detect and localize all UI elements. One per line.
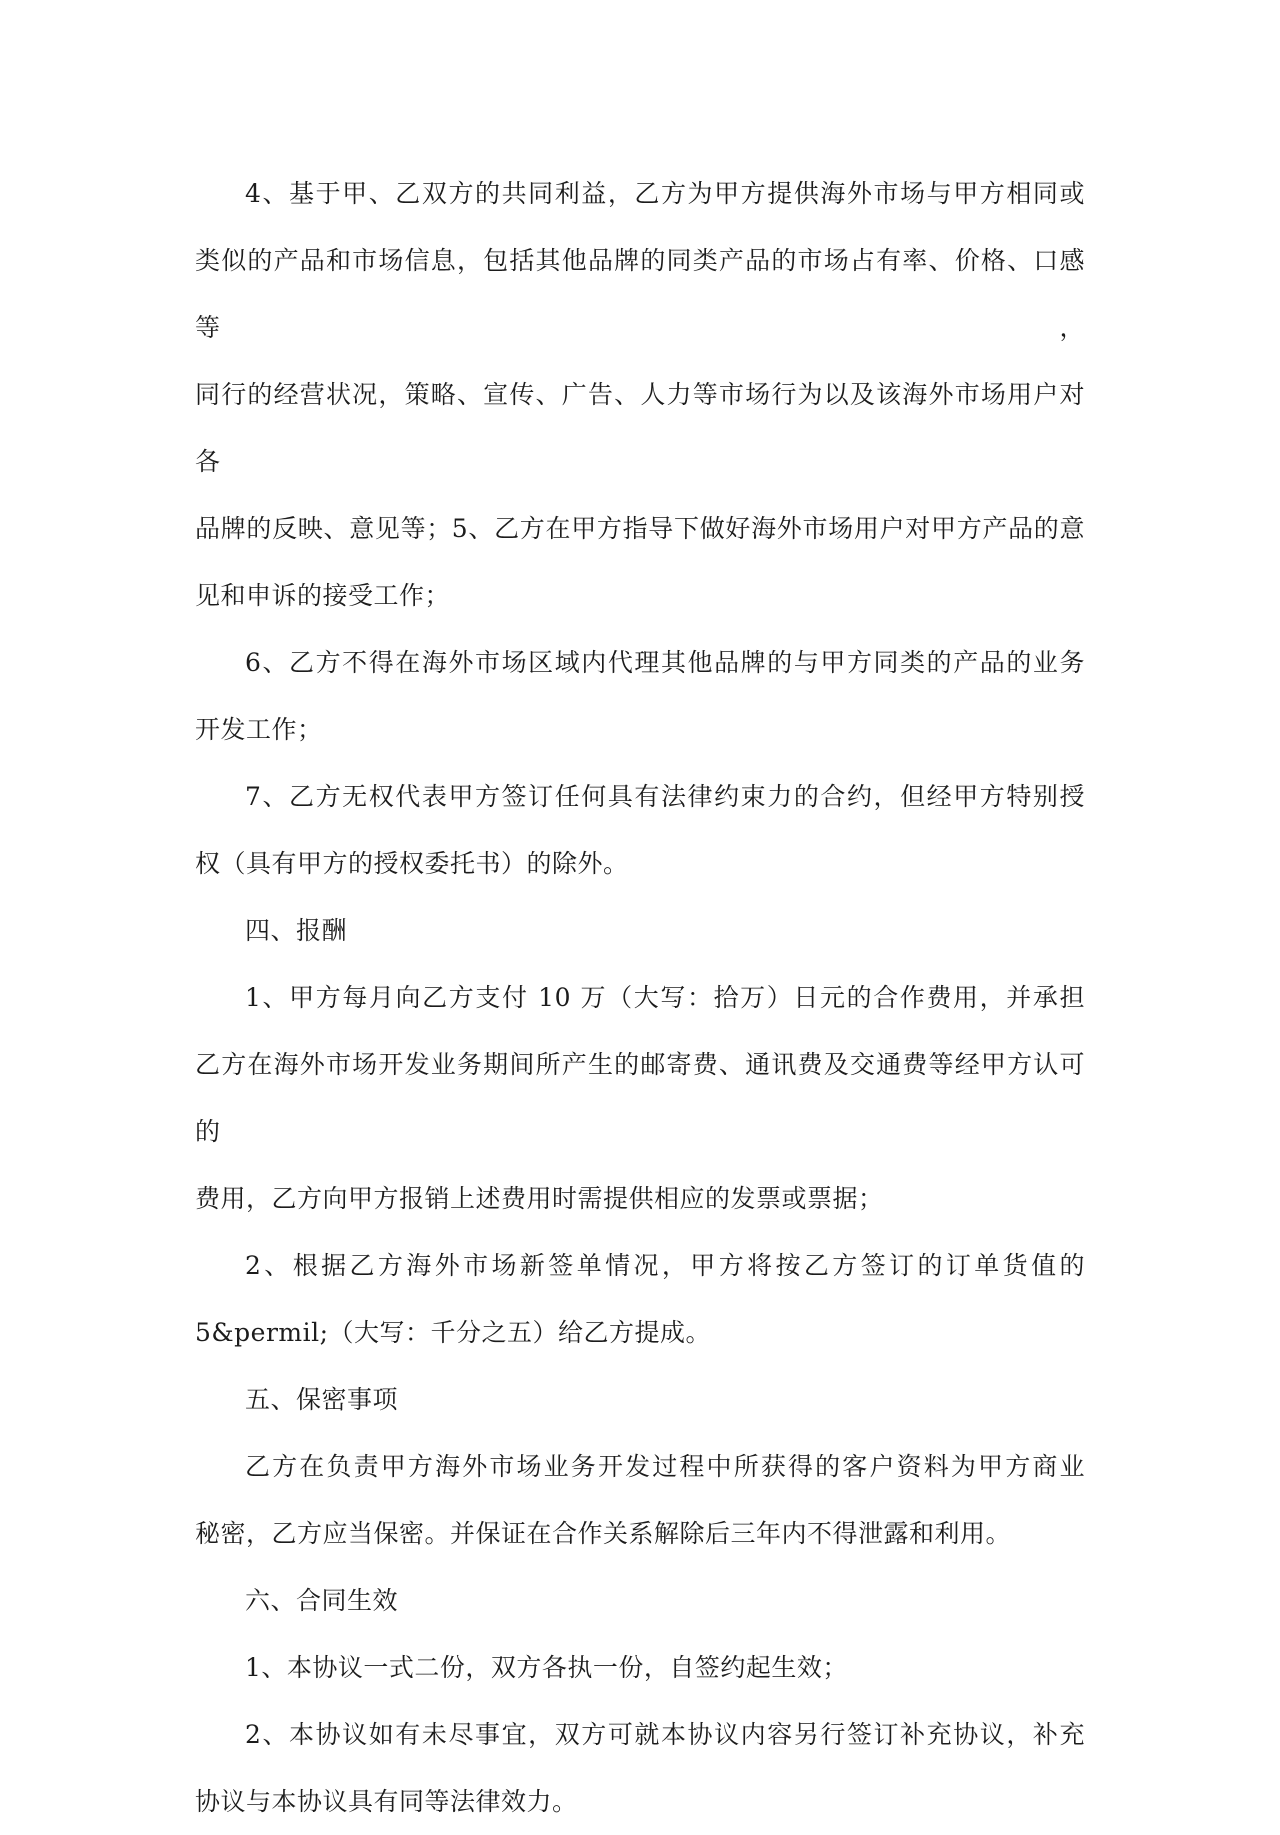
clause-paragraph [195,763,1085,897]
document-body [195,160,1085,1835]
section-heading-confidentiality [195,1366,1085,1433]
text-line: 费用，乙方向甲方报销上述费用时需提供相应的发票或票据； [195,1184,884,1213]
text-line: 权（具有甲方的授权委托书）的除外。 [195,849,629,878]
text-line: 乙方在海外市场开发业务期间所产生的邮寄费、通讯费及交通费等经甲方认可的 [195,1050,1085,1146]
text-line: 品牌的反映、意见等；5、乙方在甲方指导下做好海外市场用户对甲方产品的意 [195,514,1085,543]
text-line: 协议与本协议具有同等法律效力。 [195,1787,578,1816]
text-line: 1、本协议一式二份，双方各执一份，自签约起生效； [245,1653,848,1682]
text-line: 开发工作； [195,715,323,744]
text-line: 秘密，乙方应当保密。并保证在合作关系解除后三年内不得泄露和利用。 [195,1519,1012,1548]
text-line: 2、根据乙方海外市场新签单情况，甲方将按乙方签订的订单货值的 [245,1251,1085,1280]
heading-text: 六、合同生效 [245,1586,399,1615]
clause-paragraph [195,1433,1085,1567]
text-line: 6、乙方不得在海外市场区域内代理其他品牌的与甲方同类的产品的业务 [245,648,1085,677]
text-line: 同行的经营状况，策略、宣传、广告、人力等市场行为以及该海外市场用户对各 [195,380,1085,476]
section-heading-remuneration [195,897,1085,964]
text-line: 7、乙方无权代表甲方签订任何具有法律约束力的合约，但经甲方特别授 [245,782,1085,811]
clause-paragraph [195,1634,1085,1701]
text-line: 1、甲方每月向乙方支付 10 万（大写：拾万）日元的合作费用，并承担 [245,983,1085,1012]
text-line: 见和申诉的接受工作； [195,581,451,610]
text-line: 5&permil;（大写：千分之五）给乙方提成。 [195,1318,712,1347]
section-heading-effectiveness [195,1567,1085,1634]
heading-text: 五、保密事项 [245,1385,399,1414]
text-line: 类似的产品和市场信息，包括其他品牌的同类产品的市场占有率、价格、口感等， [195,246,1085,342]
clause-paragraph [195,1232,1085,1366]
clause-paragraph [195,1701,1085,1835]
text-line: 2、本协议如有未尽事宜，双方可就本协议内容另行签订补充协议，补充 [245,1720,1085,1749]
clause-paragraph [195,964,1085,1232]
text-line: 乙方在负责甲方海外市场业务开发过程中所获得的客户资料为甲方商业 [245,1452,1085,1481]
clause-paragraph [195,629,1085,763]
clause-paragraph [195,160,1085,629]
text-line: 4、基于甲、乙双方的共同利益，乙方为甲方提供海外市场与甲方相同或 [245,179,1085,208]
heading-text: 四、报酬 [245,916,348,945]
